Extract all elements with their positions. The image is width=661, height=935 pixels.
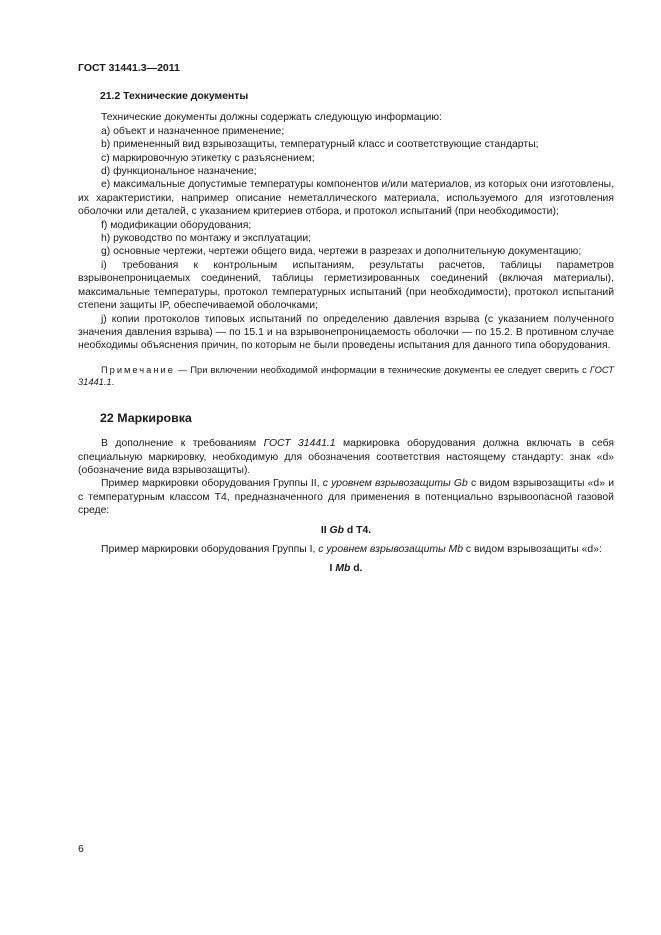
list-item: b) примененный вид взрывозащиты, температурный класс и соответствующие стандарты; xyxy=(101,139,539,151)
page-number: 6 xyxy=(78,843,84,855)
marking-paragraph-1: В дополнение к требованиям ГОСТ 31441.1 маркировка оборудования должна включать в себя специальную маркировку, необходимую для обозначения соответствия настоящему стандарту: знак «d» (обозначение вида взрывозащиты). xyxy=(78,438,614,476)
section-title-22: 22 Маркировка xyxy=(100,410,192,425)
list-item: j) копии протоколов типовых испытаний по определению давления взрыва (с указанием полученного значения давления взрыва) — по 15.1 и на взрывонепроницаемость оболочки — по 15.2. В противном случае необходимы объяснения причин, по которым не были проведены испытания для данного типа оборудования. xyxy=(78,313,614,352)
note-reference: ГОСТ 31441.1 xyxy=(78,364,614,387)
note xyxy=(78,364,614,388)
marking-example-1: II Gb d T4. xyxy=(320,524,372,536)
marking-paragraph-2: Пример маркировки оборудования Группы II, с уровнем взрывозащиты Gb с видом взрывозащиты «d» и с температурным классом Т4, предназначенного для применения в потенциально взрывоопасной газовой среде: xyxy=(78,478,614,517)
section-title-21-2: 21.2 Технические документы xyxy=(100,91,249,102)
page-content xyxy=(78,90,614,582)
list-item: i) требования к контрольным испытаниям, результаты расчетов, таблицы параметров взрывонепроницаемых соединений, таблицы герметизированных соединений (включая материалы), максимальные температуры, протокол температурных испытаний (при необходимости), протокол испытаний степени защиты IP, обеспечиваемой оболочками; xyxy=(78,259,614,312)
list-item: d) функциональное назначение; xyxy=(101,166,257,178)
standard-reference: ГОСТ 31441.1 xyxy=(263,438,336,450)
list-item: c) маркировочную этикетку с разъяснением; xyxy=(101,152,315,164)
note-label: Примечание xyxy=(101,364,175,375)
note-text: — При включении необходимой информации в технические документы ее следует сверить с xyxy=(174,364,590,375)
marking-paragraph-3: Пример маркировки оборудования Группы I, с уровнем взрывозащиты Mb с видом взрывозащиты «d»: xyxy=(101,543,602,555)
section-intro: Технические документы должны содержать следующую информацию: xyxy=(101,112,442,124)
note-end: . xyxy=(111,376,115,387)
list-item: g) основные чертежи, чертежи общего вида, чертежи в разрезах и дополнительную документацию; xyxy=(101,246,582,258)
marking-example-2: I Mb d. xyxy=(329,563,363,575)
list-item: e) максимальные допустимые температуры компонентов и/или материалов, из которых они изготовлены, их характеристики, например описание неметаллического материала, используемого для изготовления оболочки или деталей, с указанием критериев отбора, и протокол испытаний (при необходимости); xyxy=(78,179,614,218)
document-id: ГОСТ 31441.3—2011 xyxy=(78,62,180,74)
list-item: h) руководство по монтажу и эксплуатации; xyxy=(101,233,312,245)
list-item: a) объект и назначенное применение; xyxy=(101,125,285,137)
list-item: f) модификации оборудования; xyxy=(101,219,252,231)
